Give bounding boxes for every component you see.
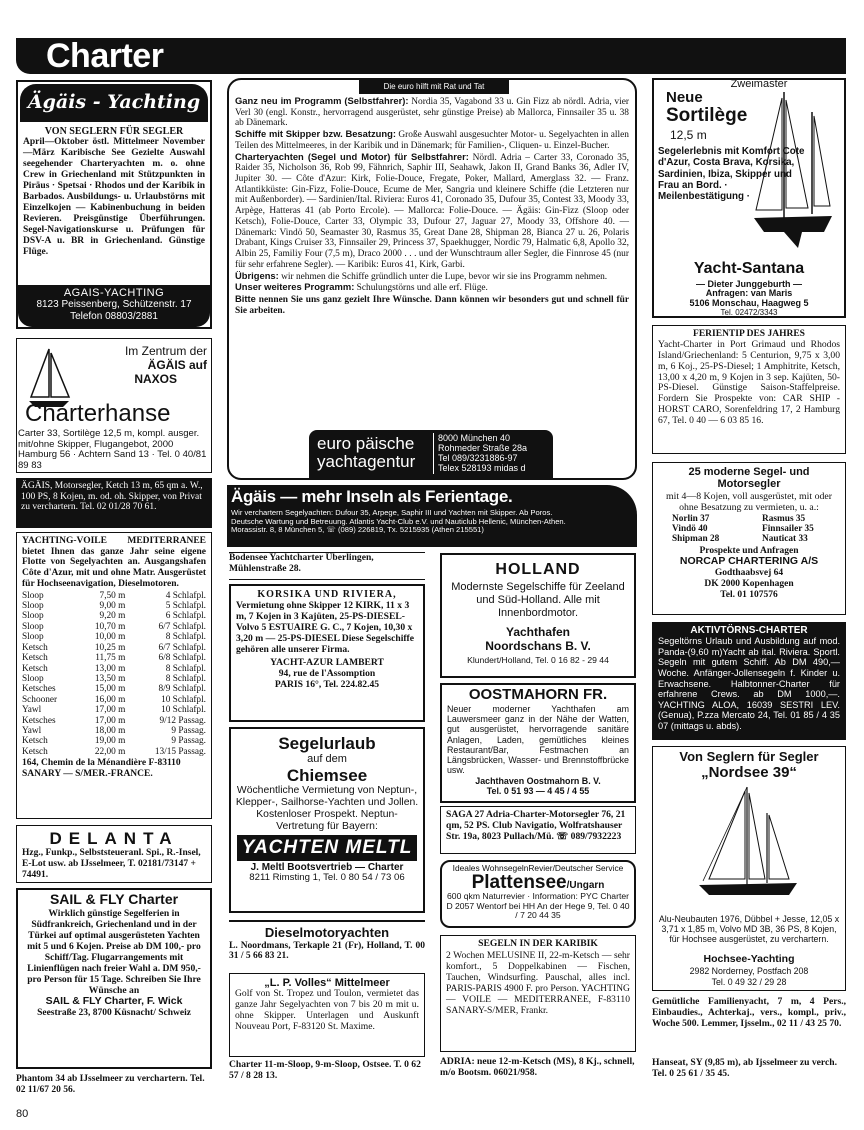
boat-model: Vindö 40 [672,524,708,535]
ad-ferientip: FERIENTIP DES JAHRES Yacht-Charter in Port Grimaud und Rhodos Island/Griechenland: 5 Centurion, 9,75 x 3,00 m, 6 Koj., 25-PS-Diesel; 1 Amphitrite, Ketsch, 13,00 x 4,20 m, 9 Kojen in 3 sep. Kajüten, 50-PS-Diesel. Günstige Saison-Staffelpreise. Fordern Sie Prospekte von: CAR SHIP - HORST CARO, Sorenfeldring 17, 2 Hamburg 67, Tel. 0 40 — 6 03 85 16. [652,325,846,454]
boat-berths: 4 Schlafpl. [165,590,206,601]
boat-length: 16,00 m [94,694,126,705]
section-header-bar [16,38,846,74]
ad-bodensee: Bodensee Yachtcharter Überlingen, Mühlenstraße 28. [229,552,425,580]
norcap-boats-table [658,514,840,545]
boat-type: Sloop [22,632,44,643]
section-title: Charter [46,37,164,75]
ad-norcap: 25 moderne Segel- und Motorsegler mit 4—8 Kojen, voll ausgerüstet, mit oder ohne Besatzung zu vermieten, u. a.: Norlin 37 Rasmus 35 Vindö 40 Finnsailer 35 Shipman 28 Nauticat 33 Prospekte und Anfragen NORCAP CHARTERING A/S Godthaabsvej 64 DK 2000 Kopenhagen Tel. 01 107576 [652,462,846,615]
sailboat-icon [699,785,799,905]
boat-row [658,524,840,534]
boat-berths: 9 Passag. [171,725,206,736]
ad-segeln-karibik: SEGELN IN DER KARIBIK 2 Wochen MELUSINE II, 22-m-Ketsch — sehr komfort., 5 Doppelkabinen — Fischen, Tauchen, Windsurfing. Pauschal, alles incl. PARIS-PARIS 4900 F. pro Person. YACHTING — VOILE — MEDITERRANEE, F-83110 SANARY-S/MER, Frankr. [440,935,636,1052]
boat-type: Yawl [22,725,42,736]
fleet-row [22,591,206,601]
boat-length: 19,00 m [94,736,126,747]
ad-hanseat: Hanseat, SY (9,85 m), ab Ijsselmeer zu verch. Tel. 0 25 61 / 35 45. [652,1057,838,1080]
boat-length: 13,00 m [94,663,126,674]
ad-lp-volles: „L. P. Volles“ Mittelmeer Golf von St. Tropez und Toulon, vermietet das ganze Jahr Segelyachten von 7 bis 20 m mit u. ohne Skipper. Unterlagen und Auskunft Nouveau Port, F-83120 St. Maxime. [229,973,425,1057]
fleet-row [22,643,206,653]
fleet-row [22,664,206,674]
ad-segelurlaub-chiemsee: Segelurlaub auf dem Chiemsee Wöchentliche Vermietung von Neptun-, Klepper-, Sailhorse-Yachten und Jollen. Kostenloser Prospekt. Neptun-Vertretung für Bayern: YACHTEN MELTL J. Meltl Bootsvertrieb — Charter 8211 Rimsting 1, Tel. 0 80 54 / 73 06 [229,727,425,913]
ad-sloop-ostsee: Charter 11-m-Sloop, 9-m-Sloop, Ostsee. T. 0 62 57 / 8 28 13. [229,1060,421,1081]
boat-type: Ketsch [22,736,48,747]
page-number: 80 [16,1108,29,1120]
boat-type: Sloop [22,621,44,632]
boat-type: Sloop [22,673,44,684]
fleet-row [22,674,206,684]
ad-nordsee-39: Von Seglern für Segler „Nordsee 39“ Alu-Neubauten 1976, Dübbel + Jesse, 12,05 x 3,71 x 1,85 m, Volvo MD 3B, 36 PS, 8 Kojen, für Hochsee ausgerüstet, zu verchartern. Hochsee-Yachting 2982 Norderney, Postfach 208 Tel. 0 49 32 / 29 28 [652,746,846,991]
boat-length: 10,25 m [94,642,126,653]
fleet-row [22,695,206,705]
charterhanse-body: Carter 33, Sortilège 12,5 m, kompl. ausger. mit/ohne Skipper, Flugangebot, 2000 Hamburg 56 · Achtern Sand 13 · Tel. 0 40/81 89 83 [18,428,207,472]
ad-charterhanse: Im Zentrum der ÄGÄIS auf NAXOS Charterhanse Carter 33, Sortilège 12,5 m, kompl. ausger. mit/ohne Skipper, Flugangebot, 2000 Hamburg 56 · Achtern Sand 13 · Tel. 0 40/81 89 83 [16,338,212,473]
ad-agais-ketch: ÄGÄIS, Motorsegler, Ketch 13 m, 65 qm a. W., 100 PS, 8 Kojen, m. od. oh. Skipper, von Privat zu verchartern. Tel. 02 01/28 70 61. [16,478,212,528]
ad-holland-noordschans: HOLLAND Modernste Segelschiffe für Zeeland und Süd-Holland. Alle mit Innenbordmotor. Yachthafen Noordschans B. V. Klundert/Holland, Tel. 0 16 82 - 29 44 [440,553,636,678]
boat-length: 17,00 m [94,705,126,716]
ad-delanta: DELANTA Hzg., Funkp., Selbststeueranl. Spi., R.-Insel, E-Lot usw. ab IJsselmeer, T. 02181/73147 + 74491. [16,825,212,883]
boat-model: Rasmus 35 [762,513,806,524]
boat-length: 11,75 m [95,653,126,664]
boat-length: 9,00 m [99,601,126,612]
boat-length: 13,50 m [94,673,126,684]
fleet-row [22,684,206,694]
ad-europaeische-yachtagentur: Die euro hilft mit Rat und Tat Ganz neu im Programm (Selbstfahrer): Nordia 35, Vagabond 33 u. Gin Fizz ab nördl. Adria, vier Verl 30 (engl. Konstr., hervorragend ausgerüstet, sehr günstige Preise) ab Mallorca, Finnsailer 35 u. 38 ab Dänemark. Schiffe mit Skipper bzw. Besatzung: Große Auswahl ausgesuchter Motor- u. Segelyachten in allen Teilen des Mittelmeeres, in der Karibik und in Dänemark; für Familien-, Cliquen- u. Einzel-Bucher. Charteryachten (Segel und Motor) für Selbstfahrer: Nördl. Adria – Carter 33, Coronado 35, Raider 35, Nicholson 36, Rob 99, Fähnrich, Saphir III, Seahawk, Jakon II, Grand Banks 36, Adler IV, Jupiter 30. — Côte d'Azur: Kirk, Folie-Douce, Fregate, Poker, Mallard, Amerglass 32. — Franz. Atlantikküste: Gin-Fizz, Folie-Douce, Ecume de Mer, Sangria und kleinere Schiffe (die Letzteren nur mit Außenborder). — Sardinien/Ital. Riviera: Euros 41, Coronado 35, Dufour 35, Contest 33, Moody 33, Arpège, Hatteras 41 (ab Porto Ercole). — Mallorca: Folie-Douce. — Ägäis: Gin-Fizz (Sloop oder Ketsch), Folie-Douce, Carter 33, Olympic 33, Dufour 27, Jaguar 27, Moody 33, Offshore 40. — Dänemark: Vindö 50, Seamaster 30, Rasmus 35, Great Dane 28, Shipman 28, Bianca 27 u. 26, Polaris Drabant, Kings Cruiser 33, Finnsailer 29, Princess 37, Spaekhugger, Nordic 79, Halmatic 6,8, Apollo 32, Albin 25, Familiy Four (7,5 m), Draco 2000 . . . und der Wunschtraum aller Segler, die Finnrose 45 (nur für sehr erfahrene Segler). — Karibik: Euros 41, Kirk, Garbi. Übrigens: wir nehmen die Schiffe gründlich unter die Lupe, bevor wir sie ins Programm nehmen. Unser weiteres Programm: Schulungstörns und alle erf. Flüge. Bitte nennen Sie uns ganz gezielt Ihre Wünsche. Dann können wir besonders gut und schnell für Sie arbeiten. euro päische yachtagentur 8000 München 40 Rohmeder Straße 28a Tel 089/3231886-97 Telex 528193 midas d [227,78,637,480]
boat-berths: 10 Schlafpl. [161,694,206,705]
ad-yachting-voile: YACHTING-VOILE MEDITERRANEE bietet Ihnen das ganze Jahr seine eigene Flotte von Segelyachten an. Ausgangshafen Côte d'Azur, mit und ohne Matr. Ausgerüstet für Hochseenavigation, Dieselmotoren. Sloop 7,50 m 4 Schlafpl. Sloop 9,00 m 5 Schlafpl. Sloop 9,20 m 6 Schlafpl. Sloop 10,70 m 6/7 Schlafpl. Sloop 10,00 m 8 Schlafpl. Ketsch 10,25 m 6/7 Schlafpl. Ketsch 11,75 m 6/8 Schlafpl. Ketsch 13,00 m 8 Schlafpl. Sloop 13,50 m 8 Schlafpl. Ketsches 15,00 m 8/9 Schlafpl. Schooner 16,00 m 10 Schlafpl. Yawl 17,00 m 10 Schlafpl. Ketsches 17,00 m 9/12 Passag. Yawl 18,00 m 9 Passag. Ketsch 19,00 m 9 Passag. Ketsch 22,00 m 13/15 Passag. 164, Chemin de la Ménandière F-83110 SANARY — S/MER.-FRANCE. [16,532,212,819]
boat-berths: 8 Schlafpl. [165,632,206,643]
boat-type: Sloop [22,590,44,601]
boat-length: 10,00 m [94,632,126,643]
boat-berths: 13/15 Passag. [154,746,206,757]
boat-type: Ketsch [22,642,48,653]
aegais-title: VON SEGLERN FÜR SEGLER [44,126,184,137]
euro-tagline: Die euro hilft mit Rat und Tat [359,80,509,94]
boat-berths: 6/8 Schlafpl. [158,653,206,664]
euro-logo-box: euro päische yachtagentur 8000 München 40 Rohmeder Straße 28a Tel 089/3231886-97 Telex 528193 midas d [309,430,553,478]
ad-sail-and-fly: SAIL & FLY Charter Wirklich günstige Segelferien in Südfrankreich, Griechenland und in der Türkei auf optimal ausgerüsteten Yachten mit 5 und 6 Kojen. Preise ab DM 100,- pro Schiff/Tag. Flugarrangements mit Linienflügen nach freier Wahl a. DM 950,- pro Person für 15 Tage. Schreiben Sie Ihre Wünsche an SAIL & FLY Charter, F. Wick Seestraße 23, 8700 Küsnacht/ Schweiz [16,888,212,1069]
boat-type: Ketsch [22,653,48,664]
boat-berths: 6/7 Schlafpl. [158,642,206,653]
fleet-row [22,653,206,663]
boat-berths: 8 Schlafpl. [165,673,206,684]
boat-length: 17,00 m [94,715,126,726]
aegais-body: April—Oktober östl. Mittelmeer November—März Karibische See Gezielte Auswahl seegehender Charteryachten m. o. ohne Crew in Griechenland mit Stützpunkten in Piräus · Spetsai · Rhodos und der Karibik in Barbados. Ausbildungs- u. Urlaubstörns mit Einzelkojen — Kabinenbuchung in beiden Revieren. Preisgünstige Überführungen. Segel-Navigationskurse u. Prüfungen für DSV-A u. BR in Griechenland. Günstige Flüge. [23,137,205,258]
boat-berths: 5 Schlafpl. [165,601,206,612]
fleet-row [22,705,206,715]
boat-model: Nauticat 33 [762,534,808,545]
ad-phantom: Phantom 34 ab IJsselmeer zu verchartern. Tel. 02 11/67 20 56. [16,1074,205,1095]
fleet-row [22,747,206,757]
yachten-meltl-logo: YACHTEN MELTL [237,835,417,861]
boat-model: Norlin 37 [672,513,710,524]
boat-type: Yawl [22,705,42,716]
boat-berths: 10 Schlafpl. [161,705,206,716]
ad-adria-ketsch: ADRIA: neue 12-m-Ketsch (MS), 8 Kj., schnell, m/o Bootsm. 06021/958. [440,1057,635,1078]
fleet-row [22,726,206,736]
boat-berths: 6 Schlafpl. [165,611,206,622]
ad-korsika-riviera: KORSIKA UND RIVIERA, Vermietung ohne Skipper 12 KIRK, 11 x 3 m, 7 Kojen in 3 Kajüten, 25-PS-DIESEL-Volvo 5 ESTUAIRE G. C., 7 Kojen, 10,30 x 3,20 m — 25-PS-DIESEL Diese Segelschiffe gehören alle unserer Firma. YACHT-AZUR LAMBERT 94, rue de l'Assomption PARIS 16°, Tel. 224.82.45 [229,584,425,722]
fleet-row [22,622,206,632]
ad-dieselmotoryachten: Dieselmotoryachten L. Noordmans, Terkaple 21 (Fr), Holland, T. 00 31 / 5 66 83 21. [229,920,425,970]
boat-berths: 9/12 Passag. [159,715,206,726]
charterhanse-name: Charterhanse [25,400,171,427]
boat-length: 7,50 m [99,590,126,601]
boat-length: 10,70 m [94,621,126,632]
fleet-row [22,601,206,611]
ad-aegais-yachting [16,80,212,329]
ad-familienyacht: Gemütliche Familienyacht, 7 m, 4 Pers., Einbaudies., Achterkaj., vers., kompl., priv., Woche 500. Lemmer, Ijsselm., 02 11 / 43 25 70. [652,996,846,1030]
ad-aktivtoerns: AKTIVTÖRNS-CHARTER Segeltörns Urlaub und Ausbildung auf mod. Panda-(9,60 m)Yacht ab ital. Riviera. Sportl. Segeln mit gutem Schiff. Ab DM 490,— Woche. Anfänger-Jollensegeln f. Kinder u. Erwachsene. Halbtonner-Charter für erfahrene Crews. ab DM 1000,—. YACHTING ALOA, 16039 SESTRI LEV. (Genua), P.zza Mercato 24, Tel. 01 85 / 4 35 07 (mittags u. abds). [652,622,846,740]
ad-saga: SAGA 27 Adria-Charter-Motorsegler 76, 21 qm, 52 PS. Club Navigatio, Wolfratshauser Str. 19a, 8023 Pullach/Mü. ☏ 089/7932223 [440,806,636,854]
fleet-row [22,736,206,746]
boat-length: 15,00 m [94,684,126,695]
boat-berths: 6/7 Schlafpl. [158,621,206,632]
fleet-row [22,632,206,642]
aegais-logo: Ägäis - Yachting [20,84,208,122]
boat-berths: 8 Schlafpl. [165,663,206,674]
boat-type: Sloop [22,601,44,612]
boat-type: Ketsch [22,746,48,757]
fleet-row [22,716,206,726]
boat-row [658,534,840,544]
boat-type: Schooner [22,694,58,705]
boat-length: 22,00 m [94,746,126,757]
ad-neue-sortilege: Zweimaster Neue Sortilège 12,5 m Segelerlebnis mit Komfort Cote d'Azur, Costa Brava, Korsika, Sardinien, Ibiza, Skipper und Frau an Bord. · Meilenbestätigung · Yacht-Santana — Dieter Junggeburth — Anfragen: van Maris 5106 Monschau, Haagweg 5 Tel. 02472/3343 [652,78,846,318]
boat-berths: 9 Passag. [171,736,206,747]
voile-fleet-table [22,591,206,758]
boat-row [658,514,840,524]
boat-length: 18,00 m [94,725,126,736]
ad-plattensee: Ideales WohnsegelnRevier/Deutscher Service Plattensee/Ungarn 600 qkm Naturrevier · Information: PYC Charter D 2057 Wentorf bei HH An der Hege 9, Tel. 0 40 / 7 20 44 35 [440,860,636,928]
ad-oostmahorn: OOSTMAHORN FR. Neuer moderner Yachthafen am Lauwersmeer ganz in der Nähe der Watten, gut ausgerüstet, hervorragende sanitäre Anlagen, Laden, gemütliches kleines Restaurant/Bar, Festmachen an Längsbrücken, Wasser- und Brennstoffbrücke usw. Jachthaven Oostmahorn B. V. Tel. 0 51 93 — 4 45 / 4 55 [440,683,636,803]
aegais-footer: AGAIS-YACHTING 8123 Peissenberg, Schützenstr. 17 Telefon 08803/2881 [18,285,210,327]
ad-agais-banner: Ägäis — mehr Inseln als Ferientage. Wir verchartern Segelyachten: Dufour 35, Arpege, Saphir III und Yachten mit Skipper. Ab Poros. Deutsche Wartung und Betreuung. Atlantis Yacht-Club e.V. und Nauticlub Hellenic, München-Athen. Morassistr. 8, 8 München 5, ☏ (089) 226819, Tx. 5215935 (Athen 215551) [227,485,637,547]
boat-length: 9,20 m [99,611,126,622]
boat-berths: 8/9 Schlafpl. [158,684,206,695]
boat-model: Finnsailer 35 [762,524,814,535]
boat-model: Shipman 28 [672,534,720,545]
boat-type: Ketsches [22,684,56,695]
fleet-row [22,611,206,621]
boat-type: Ketsches [22,715,56,726]
boat-type: Sloop [22,611,44,622]
boat-type: Ketsch [22,663,48,674]
